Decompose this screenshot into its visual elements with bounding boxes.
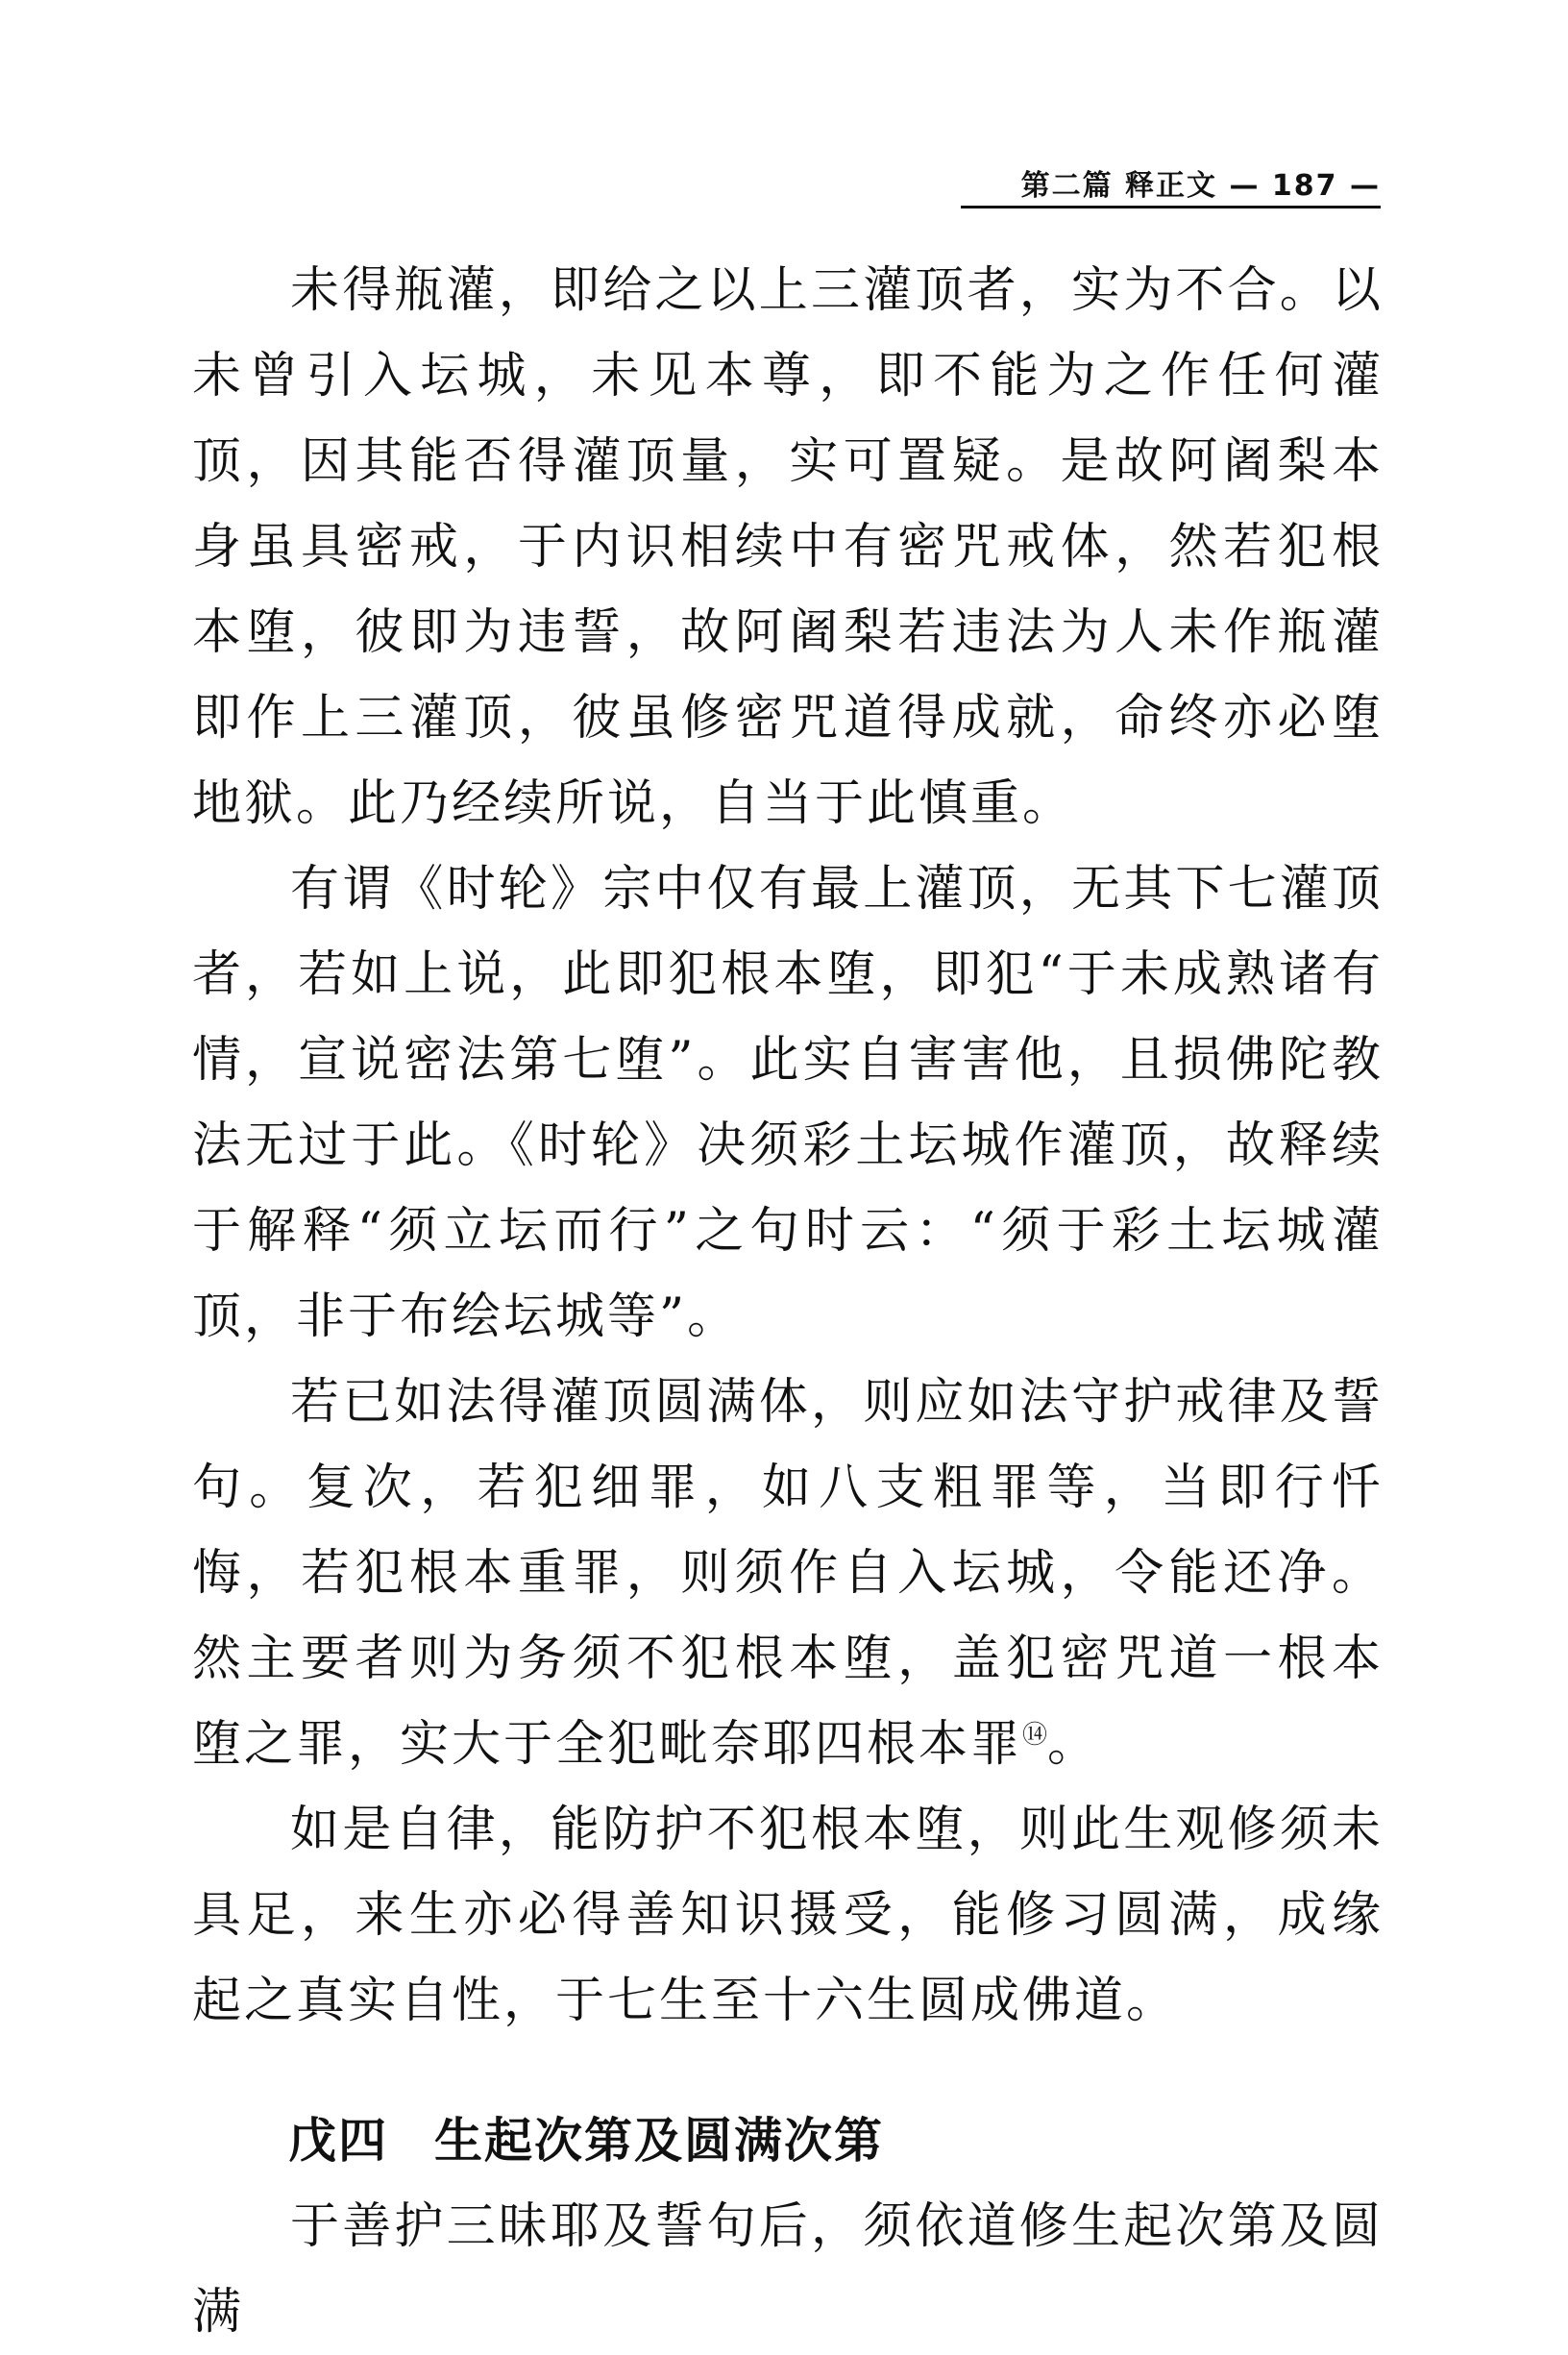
paragraph-text: 如是自律，能防护不犯根本堕，则此生观修须未具足，来生亦必得善知识摄受，能修习圆满，成缘起之真实自性，于七生至十六生圆成佛道。	[192, 1802, 1384, 2029]
paragraph-text: 有谓《时轮》宗中仅有最上灌顶，无其下七灌顶者，若如上说，此即犯根本堕，即犯“于未成熟诸有情，宣说密法第七堕”。此实自害害他，且损佛陀教法无过于此。《时轮》决须彩土坛城作灌顶，故释续于解释“须立坛而行”之句时云：“须于彩土坛城灌顶，非于布绘坛城等”。	[192, 861, 1384, 1345]
paragraph	[192, 248, 1384, 846]
running-head-text: 第二篇 释正文 — 187 —	[1020, 169, 1381, 203]
paragraph	[192, 2184, 1384, 2355]
body-text	[192, 248, 1384, 2355]
section-heading	[192, 2098, 1384, 2184]
section-title: 生起次第及圆满次第	[434, 2113, 884, 2169]
paragraph-tail: 。	[1047, 1716, 1100, 1773]
paragraph-text: 未得瓶灌，即给之以上三灌顶者，实为不合。以未曾引入坛城，未见本尊，即不能为之作任何灌顶，因其能否得灌顶量，实可置疑。是故阿阇梨本身虽具密戒，于内识相续中有密咒戒体，然若犯根本堕，彼即为违誓，故阿阇梨若违法为人未作瓶灌即作上三灌顶，彼虽修密咒道得成就，命终亦必堕地狱。此乃经续所说，自当于此慎重。	[192, 262, 1384, 832]
header-rule	[961, 206, 1381, 209]
paragraph	[192, 846, 1384, 1360]
paragraph	[192, 1360, 1384, 1787]
paragraph	[192, 1787, 1384, 2044]
paragraph-text: 若已如法得灌顶圆满体，则应如法守护戒律及誓句。复次，若犯细罪，如八支粗罪等，当即行忏悔，若犯根本重罪，则须作自入坛城，令能还净。然主要者则为务须不犯根本堕，盖犯密咒道一根本堕之罪，实大于全犯毗奈耶四根本罪	[192, 1374, 1384, 1773]
running-head	[0, 161, 1568, 208]
section-number: 戊四	[288, 2113, 388, 2169]
footnote-marker: ⑭	[1022, 1721, 1048, 1750]
paragraph-text: 于善护三昧耶及誓句后，须依道修生起次第及圆满	[192, 2198, 1384, 2341]
